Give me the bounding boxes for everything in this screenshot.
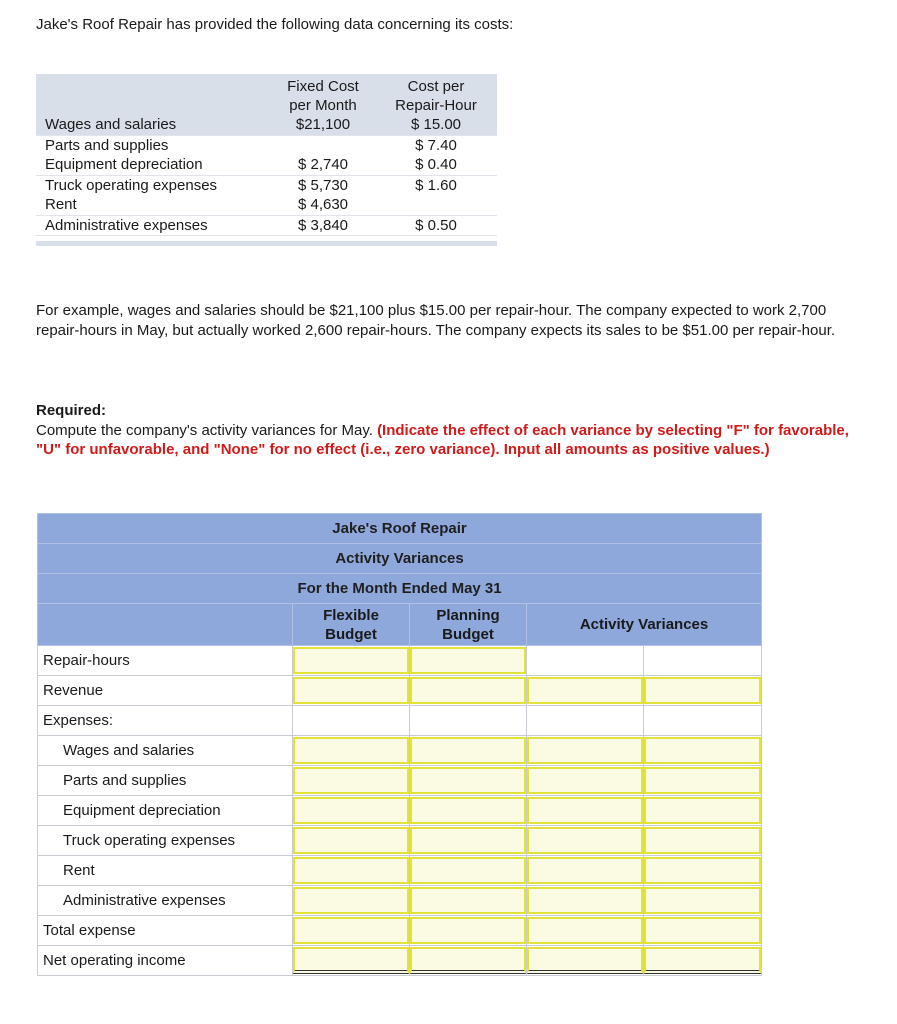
cost-row: Administrative expenses $ 3,840 $ 0.50 <box>36 215 497 236</box>
required-text: Compute the company's activity variances for May. <box>36 421 373 439</box>
table-row <box>38 856 762 886</box>
title-row <box>38 574 762 604</box>
period-title: For the Month Ended May 31 <box>38 574 762 604</box>
variance-amount-input[interactable] <box>527 887 643 914</box>
planning-budget-header: Planning Budget <box>410 604 527 646</box>
column-header-row <box>38 604 762 646</box>
flexible-budget-input[interactable] <box>293 677 409 704</box>
variance-amount-input[interactable] <box>527 797 643 824</box>
title-row <box>38 544 762 574</box>
title-row <box>38 514 762 544</box>
cost-row: Rent $ 4,630 <box>45 196 349 213</box>
row-label: Parts and supplies <box>38 766 293 796</box>
table-row <box>38 826 762 856</box>
table-row <box>38 766 762 796</box>
variance-amount-input[interactable] <box>527 827 643 854</box>
fixed-cost-header: Fixed Cost per Month <box>287 78 359 114</box>
required-section <box>36 401 856 460</box>
planning-budget-input[interactable] <box>410 767 526 794</box>
flexible-budget-input[interactable] <box>293 797 409 824</box>
row-label: Truck operating expenses <box>38 826 293 856</box>
planning-budget-input[interactable] <box>410 647 526 674</box>
variance-effect-select[interactable] <box>644 827 761 854</box>
row-label: Revenue <box>38 676 293 706</box>
flexible-budget-input[interactable] <box>293 827 409 854</box>
variance-amount-blank <box>527 647 643 674</box>
required-heading: Required: <box>36 402 107 419</box>
flexible-budget-input[interactable] <box>293 767 409 794</box>
flexible-budget-input[interactable] <box>293 947 409 974</box>
flexible-budget-input[interactable] <box>293 857 409 884</box>
variance-amount-input[interactable] <box>527 737 643 764</box>
cost-row: Truck operating expenses $ 5,730 $ 1.60 <box>36 175 497 195</box>
variance-effect-select[interactable] <box>644 767 761 794</box>
flexible-budget-input[interactable] <box>293 647 409 674</box>
variance-amount-input[interactable] <box>527 917 643 944</box>
variance-effect-select[interactable] <box>644 737 761 764</box>
variance-effect-select[interactable] <box>644 917 761 944</box>
row-label: Wages and salaries <box>38 736 293 766</box>
example-paragraph: For example, wages and salaries should be $21,100 plus $15.00 per repair-hour. The company expected to work 2,700 repair-hours in May, but actually worked 2,600 repair-hours. The company expects its sales to be $51.00 per repair-hour. <box>36 302 836 339</box>
row-label: Equipment depreciation <box>38 796 293 826</box>
variance-effect-select[interactable] <box>644 887 761 914</box>
report-title: Activity Variances <box>38 544 762 574</box>
cost-row: Wages and salaries $21,100 $ 15.00 <box>36 115 497 135</box>
table-row <box>38 736 762 766</box>
company-title: Jake's Roof Repair <box>38 514 762 544</box>
row-label: Net operating income <box>38 946 293 976</box>
planning-budget-input[interactable] <box>410 917 526 944</box>
row-label: Administrative expenses <box>38 886 293 916</box>
variance-effect-select[interactable] <box>644 857 761 884</box>
table-row <box>38 646 762 676</box>
planning-budget-input[interactable] <box>410 737 526 764</box>
variance-effect-select[interactable] <box>644 677 761 704</box>
cost-row: Equipment depreciation $ 2,740 $ 0.40 <box>45 156 457 173</box>
planning-budget-input[interactable] <box>410 857 526 884</box>
activity-variance-table <box>37 513 762 976</box>
table-row <box>38 706 762 736</box>
row-label: Repair-hours <box>38 646 293 676</box>
planning-budget-input[interactable] <box>410 797 526 824</box>
flexible-budget-input[interactable] <box>293 917 409 944</box>
cost-row: Parts and supplies $ 7.40 <box>36 135 497 155</box>
cost-data-table <box>36 74 497 246</box>
row-label: Total expense <box>38 916 293 946</box>
table-row <box>38 886 762 916</box>
table-footer-bar <box>36 236 497 244</box>
blank-col-header <box>38 604 293 646</box>
flexible-budget-input[interactable] <box>293 737 409 764</box>
planning-budget-input[interactable] <box>410 677 526 704</box>
variance-amount-input[interactable] <box>527 857 643 884</box>
table-row <box>38 676 762 706</box>
variance-amount-input[interactable] <box>527 947 643 974</box>
table-row <box>38 796 762 826</box>
variance-effect-select[interactable] <box>644 947 761 974</box>
required-instruction: (Indicate the effect of each variance by selecting "F" for favorable, "U" for unfavorable, and "None" for no effect (i.e., zero variance). Input all amounts as positive values.) <box>36 421 849 458</box>
flexible-budget-input[interactable] <box>293 887 409 914</box>
activity-variances-header: Activity Variances <box>527 604 762 646</box>
variance-effect-blank <box>644 647 761 674</box>
intro-text: Jake's Roof Repair has provided the following data concerning its costs: <box>36 16 514 33</box>
variance-amount-input[interactable] <box>527 767 643 794</box>
table-row <box>38 946 762 976</box>
flexible-budget-header: Flexible Budget <box>293 604 410 646</box>
row-label: Rent <box>38 856 293 886</box>
variance-effect-select[interactable] <box>644 797 761 824</box>
rate-header: Cost per Repair-Hour <box>395 78 477 114</box>
row-label: Expenses: <box>38 706 293 736</box>
planning-budget-input[interactable] <box>410 827 526 854</box>
planning-budget-input[interactable] <box>410 887 526 914</box>
variance-amount-input[interactable] <box>527 677 643 704</box>
table-row <box>38 916 762 946</box>
planning-budget-input[interactable] <box>410 947 526 974</box>
blank-header <box>36 74 271 115</box>
